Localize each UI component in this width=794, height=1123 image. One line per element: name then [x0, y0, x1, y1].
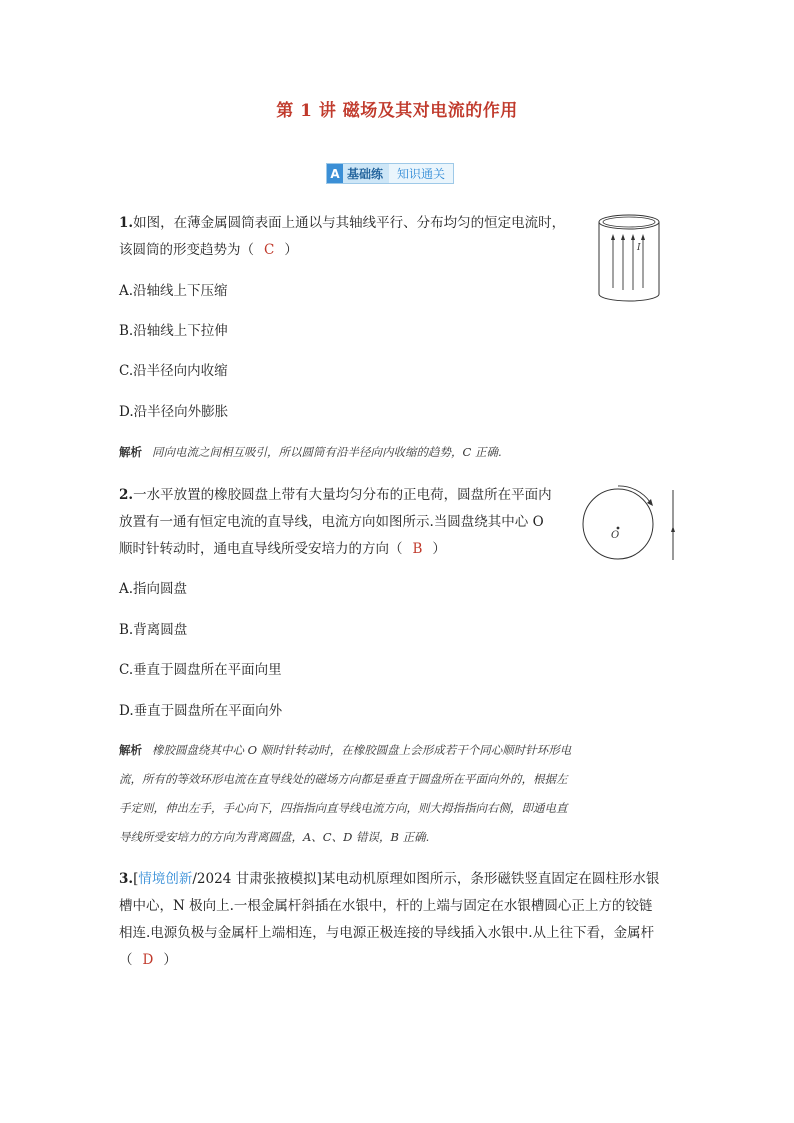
q1-option-c[interactable]: C.沿半径向内收缩: [119, 363, 228, 379]
q1-analysis-label: 解析: [119, 445, 142, 459]
q2-option-b[interactable]: B.背离圆盘: [119, 622, 188, 638]
q1-figure-current-label: I: [637, 243, 641, 253]
q3-tag-open: [: [133, 871, 139, 887]
section-banner: [326, 163, 454, 184]
q2-figure-center-label: O: [611, 530, 620, 541]
q3-stem-line4: [119, 945, 177, 976]
q2-analysis-text-1: 橡胶圆盘绕其中心 O 顺时针转动时，在橡胶圆盘上会形成若干个同心顺时针环形电: [152, 743, 572, 757]
q3-text-line1: 某电动机原理如图所示，条形磁铁竖直固定在圆柱形水银: [321, 871, 660, 887]
section-letter: A: [327, 164, 343, 183]
q2-analysis-line4: 导线所受安培力的方向为背离圆盘，A、C、D 错误，B 正确.: [119, 830, 430, 844]
q3-stem-line3: 相连.电源负极与金属杆上端相连，与电源正极连接的导线插入水银中.从上往下看，金属杆: [119, 925, 655, 941]
q2-number: 2.: [119, 487, 134, 503]
q2-stem-line2: 放置有一通有恒定电流的直导线，电流方向如图所示.当圆盘绕其中心 O: [119, 514, 544, 530]
q1-option-d[interactable]: D.沿半径向外膨胀: [119, 404, 229, 420]
q2-option-d[interactable]: D.垂直于圆盘所在平面向外: [119, 703, 283, 719]
q1-option-b[interactable]: B.沿轴线上下拉伸: [119, 323, 228, 339]
disc-figure: [578, 484, 678, 564]
q3-answer: D: [142, 952, 154, 968]
q2-analysis-label: 解析: [119, 743, 142, 757]
q2-text-line3-end: ）: [432, 541, 446, 557]
q3-tag-rest: /2024 甘肃张掖模拟]: [192, 871, 322, 887]
q2-text-line1: 一水平放置的橡胶圆盘上带有大量均匀分布的正电荷，圆盘所在平面内: [133, 487, 552, 503]
q1-analysis-text: 同向电流之间相互吸引，所以圆筒有沿半径向内收缩的趋势，C 正确.: [152, 445, 502, 459]
q2-text-line3: 顺时针转动时，通电直导线所受安培力的方向（: [119, 541, 403, 557]
section-subtitle: 知识通关: [389, 164, 453, 183]
q2-analysis-line3: 手定则，伸出左手，手心向下，四指指向直导线电流方向，则大拇指指向右侧，即通电直: [119, 801, 568, 815]
q1-answer: C: [264, 242, 275, 258]
q1-option-a[interactable]: A.沿轴线上下压缩: [119, 283, 228, 299]
q2-option-c[interactable]: C.垂直于圆盘所在平面向里: [119, 662, 282, 678]
q1-analysis: [119, 438, 502, 468]
page-title: 第 1 讲 磁场及其对电流的作用: [276, 101, 518, 121]
q3-stem-line2: 槽中心，N 极向上.一根金属杆斜插在水银中，杆的上端与固定在水银槽圆心正上方的铰链: [119, 898, 653, 914]
q2-option-a[interactable]: A.指向圆盘: [119, 581, 188, 597]
cylinder-figure: [595, 210, 665, 305]
q3-number: 3.: [119, 871, 134, 887]
section-name: 基础练: [343, 164, 389, 183]
q3-text-line4-end: ）: [163, 952, 177, 968]
q1-number: 1.: [119, 215, 134, 231]
q1-stem-line2: [119, 235, 298, 266]
q3-tag: 情境创新: [138, 871, 193, 887]
q1-text-line2-end: ）: [284, 242, 298, 258]
q2-analysis-line1: [119, 736, 571, 766]
q2-analysis-line2: 流，所有的等效环形电流在直导线处的磁场方向都是垂直于圆盘所在平面向外的，根据左: [119, 772, 568, 786]
q2-stem-line3: [119, 534, 446, 565]
q3-text-line4: （: [119, 952, 133, 968]
q2-answer: B: [412, 541, 423, 557]
q1-text-line2: 该圆筒的形变趋势为（: [119, 242, 254, 258]
q1-text-line1: 如图，在薄金属圆筒表面上通以与其轴线平行、分布均匀的恒定电流时，: [133, 215, 566, 231]
